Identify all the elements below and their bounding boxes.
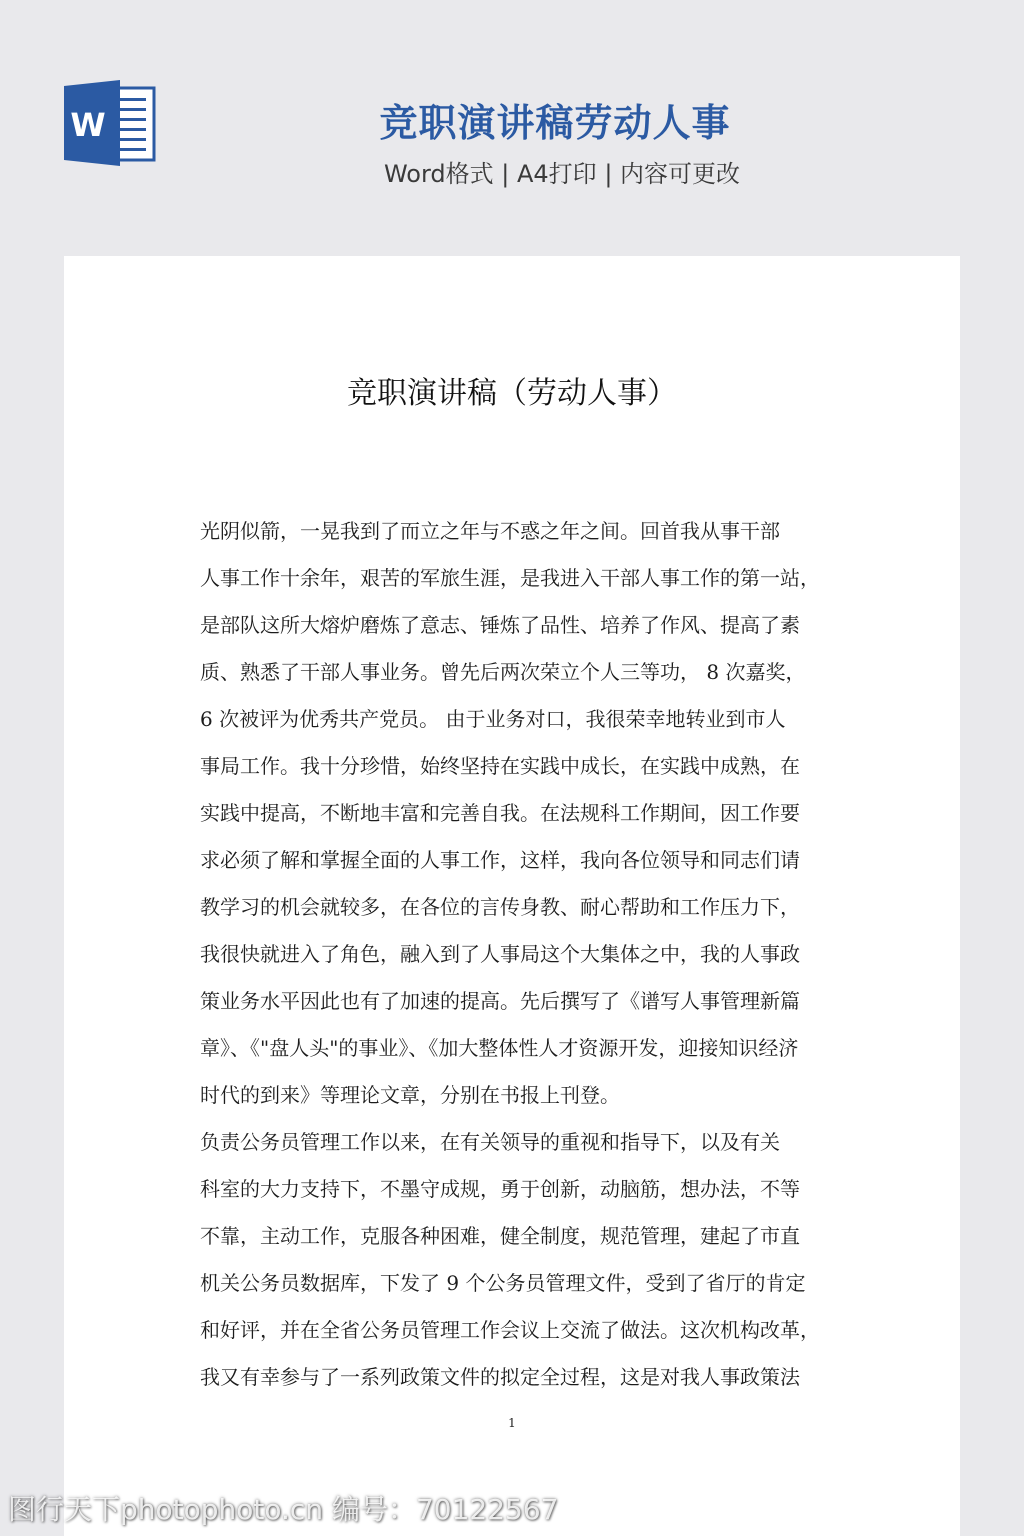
body-line: 机关公务员数据库，下发了 9 个公务员管理文件，受到了省厅的肯定 — [200, 1271, 806, 1295]
body-line: 教学习的机会就较多，在各位的言传身教、耐心帮助和工作压力下， — [200, 895, 800, 919]
banner-subtitle: Word格式 | A4打印 | 内容可更改 — [383, 160, 741, 188]
word-icon-letter: W — [70, 106, 106, 144]
document-title: 竞职演讲稿（劳动人事） — [347, 376, 677, 411]
document-body — [200, 508, 824, 1401]
watermark: 图行天下photophoto.cn 编号：70122567 — [8, 1493, 559, 1526]
body-line: 我又有幸参与了一系列政策文件的拟定全过程，这是对我人事政策法 — [200, 1365, 800, 1389]
body-line: 科室的大力支持下，不墨守成规，勇于创新，动脑筋，想办法，不等 — [200, 1177, 800, 1201]
body-line: 是部队这所大熔炉磨炼了意志、锤炼了品性、培养了作风、提高了素 — [200, 613, 800, 637]
page-number: 1 — [508, 1416, 516, 1430]
body-line: 人事工作十余年，艰苦的军旅生涯，是我进入干部人事工作的第一站， — [200, 566, 820, 590]
body-line: 6 次被评为优秀共产党员。 由于业务对口，我很荣幸地转业到市人 — [200, 707, 786, 731]
body-line: 求必须了解和掌握全面的人事工作，这样，我向各位领导和同志们请 — [200, 848, 800, 872]
banner-title: 竞职演讲稿劳动人事 — [379, 101, 731, 145]
body-line: 实践中提高，不断地丰富和完善自我。在法规科工作期间，因工作要 — [200, 801, 800, 825]
header-banner — [0, 0, 1024, 256]
body-line: 和好评，并在全省公务员管理工作会议上交流了做法。这次机构改革， — [200, 1318, 820, 1342]
body-line: 质、熟悉了干部人事业务。曾先后两次荣立个人三等功， 8 次嘉奖， — [200, 660, 806, 684]
body-line: 策业务水平因此也有了加速的提高。先后撰写了《谱写人事管理新篇 — [200, 989, 800, 1013]
body-line: 负责公务员管理工作以来，在有关领导的重视和指导下，以及有关 — [200, 1130, 780, 1154]
body-line: 事局工作。我十分珍惜，始终坚持在实践中成长，在实践中成熟，在 — [200, 754, 800, 778]
body-line: 时代的到来》等理论文章，分别在书报上刊登。 — [200, 1083, 620, 1107]
body-line: 光阴似箭，一晃我到了而立之年与不惑之年之间。回首我从事干部 — [200, 519, 780, 543]
body-line: 我很快就进入了角色，融入到了人事局这个大集体之中，我的人事政 — [200, 942, 800, 966]
document-page — [64, 256, 960, 1536]
body-line: 不靠，主动工作，克服各种困难，健全制度，规范管理，建起了市直 — [200, 1224, 800, 1248]
body-line: 章》、《"盘人头"的事业》、《加大整体性人才资源开发，迎接知识经济 — [200, 1036, 799, 1060]
